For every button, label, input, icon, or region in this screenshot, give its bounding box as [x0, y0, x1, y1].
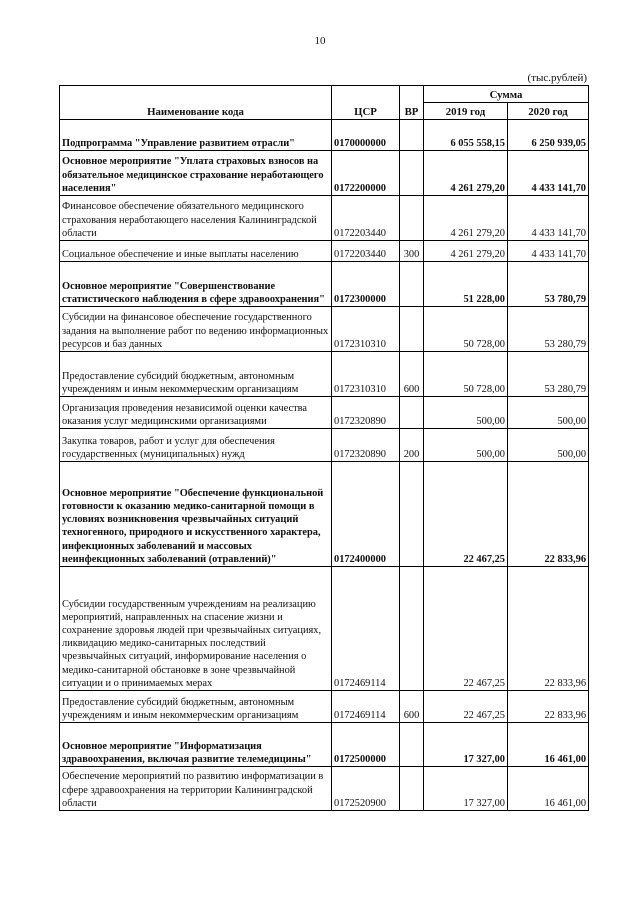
table-row	[60, 429, 589, 462]
row-name: Основное мероприятие "Совершенствование статистического наблюдения в сфере здравоохранения"	[60, 262, 332, 307]
header-2019: 2019 год	[424, 103, 508, 120]
row-sum-2020: 6 250 939,05	[508, 120, 589, 151]
table-row	[60, 397, 589, 429]
table-row	[60, 196, 589, 241]
row-name: Социальное обеспечение и иные выплаты населению	[60, 241, 332, 262]
table-row	[60, 767, 589, 811]
row-sum-2019: 17 327,00	[424, 723, 508, 767]
row-vr	[400, 397, 424, 429]
header-vr: ВР	[400, 86, 424, 120]
row-csr: 0172469114	[332, 691, 400, 723]
row-csr: 0172400000	[332, 462, 400, 567]
header-csr: ЦСР	[332, 86, 400, 120]
row-sum-2019: 4 261 279,20	[424, 196, 508, 241]
row-vr	[400, 151, 424, 196]
page-number: 10	[314, 35, 326, 47]
row-sum-2020: 4 433 141,70	[508, 196, 589, 241]
table-row	[60, 241, 589, 262]
row-vr	[400, 262, 424, 307]
row-csr: 0172500000	[332, 723, 400, 767]
row-name: Предоставление субсидий бюджетным, автономным учреждениям и иным некоммерческим организациям	[60, 352, 332, 397]
table-row	[60, 462, 589, 567]
row-name: Закупка товаров, работ и услуг для обеспечения государственных (муниципальных) нужд	[60, 429, 332, 462]
table-row	[60, 151, 589, 196]
row-sum-2020: 53 280,79	[508, 352, 589, 397]
row-vr	[400, 462, 424, 567]
row-vr: 300	[400, 241, 424, 262]
row-vr: 600	[400, 691, 424, 723]
row-sum-2020: 4 433 141,70	[508, 151, 589, 196]
row-name: Основное мероприятие "Уплата страховых взносов на обязательное медицинское страхование неработающего населения"	[60, 151, 332, 196]
row-sum-2020: 22 833,96	[508, 567, 589, 691]
row-csr: 0172320890	[332, 397, 400, 429]
row-sum-2019: 17 327,00	[424, 767, 508, 811]
row-sum-2019: 500,00	[424, 429, 508, 462]
table-row	[60, 352, 589, 397]
row-csr: 0172203440	[332, 241, 400, 262]
row-vr	[400, 567, 424, 691]
row-name: Предоставление субсидий бюджетным, автономным учреждениям и иным некоммерческим организациям	[60, 691, 332, 723]
row-sum-2019: 50 728,00	[424, 352, 508, 397]
row-sum-2019: 22 467,25	[424, 462, 508, 567]
row-csr: 0172320890	[332, 429, 400, 462]
row-name: Субсидии государственным учреждениям на реализацию мероприятий, направленных на спасение жизни и сохранение здоровья людей при чрезвычайных ситуациях, ликвидацию медико-санитарных последствий чрезвычайных ситуаций, информирование населения о медико-санитарной обстановке в зоне чрезвычайной ситуации и о принимаемых мерах	[60, 567, 332, 691]
units-label: (тыс.рублей)	[527, 72, 587, 84]
row-sum-2020: 53 280,79	[508, 307, 589, 352]
row-name: Обеспечение мероприятий по развитию информатизации в сфере здравоохранения на территории Калининградской области	[60, 767, 332, 811]
row-csr: 0172203440	[332, 196, 400, 241]
row-vr	[400, 196, 424, 241]
row-name: Субсидии на финансовое обеспечение государственного задания на выполнение работ по ведению информационных ресурсов и баз данных	[60, 307, 332, 352]
row-sum-2020: 4 433 141,70	[508, 241, 589, 262]
table-body	[60, 120, 589, 811]
table-row	[60, 120, 589, 151]
row-csr: 0172200000	[332, 151, 400, 196]
row-sum-2020: 22 833,96	[508, 691, 589, 723]
table-row	[60, 691, 589, 723]
header-name: Наименование кода	[60, 86, 332, 120]
row-sum-2019: 51 228,00	[424, 262, 508, 307]
row-sum-2019: 500,00	[424, 397, 508, 429]
header-sum: Сумма	[424, 86, 589, 103]
row-vr	[400, 767, 424, 811]
row-csr: 0172469114	[332, 567, 400, 691]
row-csr: 0172520900	[332, 767, 400, 811]
header-2020: 2020 год	[508, 103, 589, 120]
row-vr: 200	[400, 429, 424, 462]
row-sum-2019: 6 055 558,15	[424, 120, 508, 151]
row-name: Подпрограмма "Управление развитием отрасли"	[60, 120, 332, 151]
table-row	[60, 567, 589, 691]
table-row	[60, 262, 589, 307]
row-vr: 600	[400, 352, 424, 397]
row-vr	[400, 723, 424, 767]
row-csr: 0172310310	[332, 307, 400, 352]
row-vr	[400, 120, 424, 151]
row-vr	[400, 307, 424, 352]
row-sum-2020: 500,00	[508, 397, 589, 429]
row-sum-2020: 500,00	[508, 429, 589, 462]
row-name: Основное мероприятие "Обеспечение функциональной готовности к оказанию медико-санитарной помощи в условиях возникновения чрезвычайных ситуаций техногенного, природного и искусственного характера, инфекционных заболеваний и массовых неинфекционных заболеваний (отравлений)"	[60, 462, 332, 567]
row-sum-2019: 50 728,00	[424, 307, 508, 352]
row-sum-2019: 22 467,25	[424, 567, 508, 691]
row-sum-2019: 4 261 279,20	[424, 151, 508, 196]
row-name: Основное мероприятие "Информатизация здравоохранения, включая развитие телемедицины"	[60, 723, 332, 767]
row-sum-2020: 53 780,79	[508, 262, 589, 307]
table-row	[60, 307, 589, 352]
row-sum-2019: 22 467,25	[424, 691, 508, 723]
row-name: Финансовое обеспечение обязательного медицинского страхования неработающего населения Калининградской области	[60, 196, 332, 241]
row-csr: 0170000000	[332, 120, 400, 151]
row-csr: 0172310310	[332, 352, 400, 397]
row-sum-2019: 4 261 279,20	[424, 241, 508, 262]
row-csr: 0172300000	[332, 262, 400, 307]
row-sum-2020: 16 461,00	[508, 723, 589, 767]
row-sum-2020: 22 833,96	[508, 462, 589, 567]
row-name: Организация проведения независимой оценки качества оказания услуг медицинскими организациями	[60, 397, 332, 429]
table-row	[60, 723, 589, 767]
budget-table	[59, 85, 589, 811]
row-sum-2020: 16 461,00	[508, 767, 589, 811]
